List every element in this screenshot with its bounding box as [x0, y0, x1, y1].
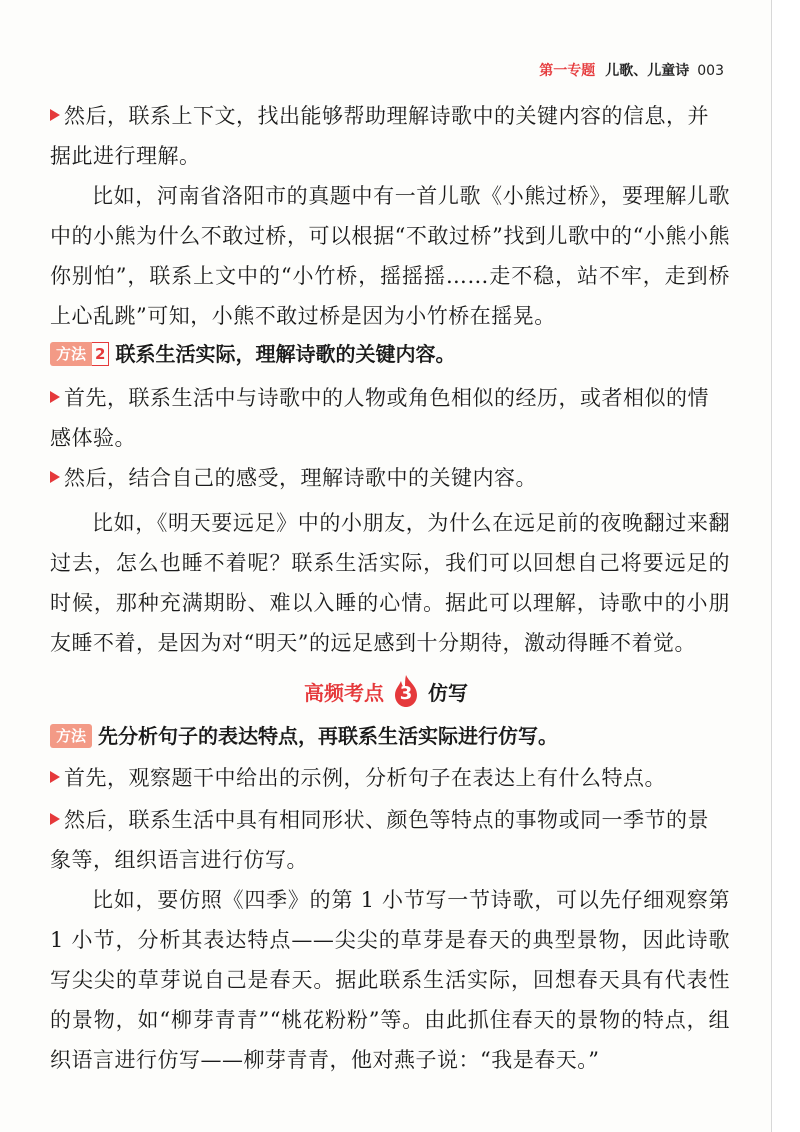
method-text: 先分析句子的表达特点，再联系生活实际进行仿写。 [98, 724, 559, 748]
bullet-text: 然后，联系生活中具有相同形状、颜色等特点的事物或同一季节的景象等，组织语言进行仿写。 [50, 808, 709, 872]
method-number: 2 [92, 342, 109, 366]
bullet-arrow-icon [50, 109, 60, 121]
method-tag: 方法 [50, 342, 92, 366]
section-number: 3 [399, 683, 413, 704]
method-heading [50, 721, 750, 751]
running-head [539, 60, 724, 80]
bullet-arrow-icon [50, 471, 60, 483]
page-number: 003 [697, 63, 724, 79]
running-head-topic: 第一专题 [539, 63, 596, 79]
bullet-text: 然后，结合自己的感受，理解诗歌中的关键内容。 [64, 466, 537, 490]
example-paragraph: 比如，河南省洛阳市的真题中有一首儿歌《小熊过桥》，要理解儿歌中的小熊为什么不敢过桥，可以根据“不敢过桥”找到儿歌中的“小熊小熊你别怕”，联系上文中的“小竹桥，摇摇摇……走不稳，站不牢，走到桥上心乱跳”可知，小熊不敢过桥是因为小竹桥在摇晃。 [50, 184, 730, 328]
bullet-text: 首先，联系生活中与诗歌中的人物或角色相似的经历，或者相似的情感体验。 [50, 386, 709, 450]
bullet-arrow-icon [50, 771, 60, 783]
bullet-paragraph [50, 800, 730, 880]
example-paragraph: 比如，要仿照《四季》的第 1 小节写一节诗歌，可以先仔细观察第 1 小节，分析其表达特点——尖尖的草芽是春天的典型景物，因此诗歌写尖尖的草芽说自己是春天。据此联系生活实际，回想春天具有代表性的景物，如“柳芽青青”“桃花粉粉”等。由此抓住春天的景物的特点，组织语言进行仿写——柳芽青青，他对燕子说：“我是春天。” [50, 888, 730, 1072]
bullet-paragraph [50, 758, 730, 798]
bullet-paragraph [50, 378, 730, 458]
section-title: 仿写 [428, 681, 468, 705]
section-label: 高频考点 [304, 681, 384, 705]
method-text: 联系生活实际，理解诗歌的关键内容。 [115, 342, 456, 366]
page-edge [771, 0, 800, 1132]
bullet-paragraph [50, 458, 730, 498]
bullet-text: 然后，联系上下文，找出能够帮助理解诗歌中的关键内容的信息，并据此进行理解。 [50, 104, 709, 168]
bullet-text: 首先，观察题干中给出的示例，分析句子在表达上有什么特点。 [64, 766, 666, 790]
example-paragraph: 比如，《明天要远足》中的小朋友，为什么在远足前的夜晚翻过来翻过去，怎么也睡不着呢？联系生活实际，我们可以回想自己将要远足的时候，那种充满期盼、难以入睡的心情。据此可以理解，诗歌中的小朋友睡不着，是因为对“明天”的远足感到十分期待，激动得睡不着觉。 [50, 511, 730, 655]
bullet-arrow-icon [50, 391, 60, 403]
bullet-arrow-icon [50, 813, 60, 825]
flame-icon [392, 674, 420, 708]
running-head-chapter: 儿歌、儿童诗 [605, 63, 690, 79]
bullet-paragraph [50, 96, 730, 176]
method-tag: 方法 [50, 724, 92, 748]
method-heading [50, 339, 750, 369]
section-heading [0, 674, 772, 708]
